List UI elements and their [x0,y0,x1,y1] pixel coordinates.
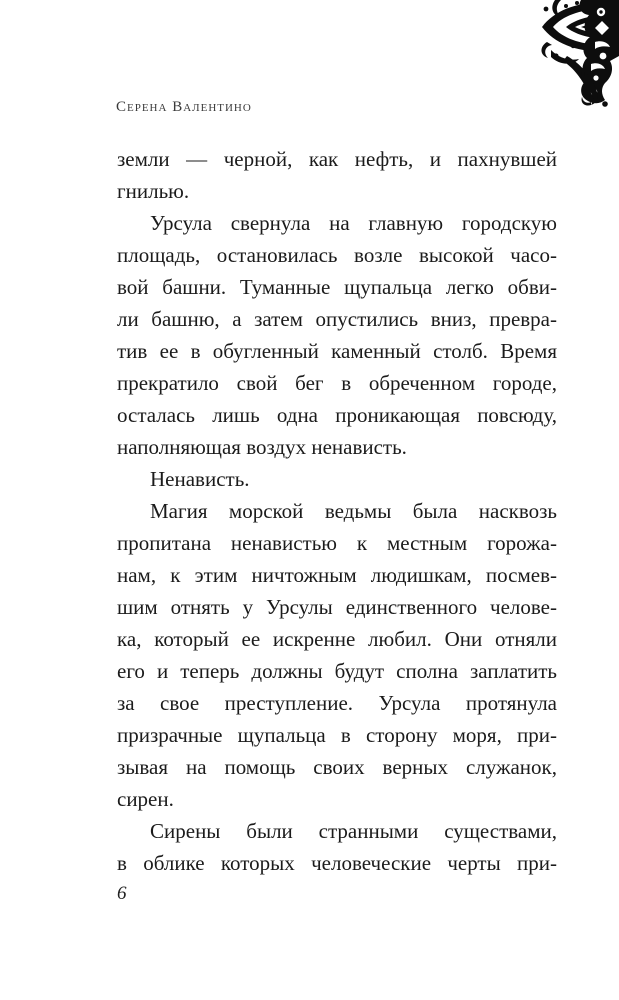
text-line: осталась лишь одна проникающая повсюду, [117,403,557,427]
text-line: земли — черной, как нефть, и пахнувшей [117,147,557,171]
text-line: его и теперь должны будут сполна заплатить [117,659,557,683]
text-line: Магия морской ведьмы была насквозь [150,499,557,523]
text-line: ли башню, а затем опустились вниз, превра- [117,307,557,331]
page-number: 6 [117,883,127,904]
text-line: наполняющая воздух ненависть. [117,435,407,459]
text-line: шим отнять у Урсулы единственного челове- [117,595,557,619]
body-text-block [117,143,557,879]
text-line: Ненависть. [150,467,250,491]
damask-corner-ornament-icon [539,0,619,108]
text-line: нам, к этим ничтожным людишкам, посмев- [117,563,557,587]
text-line: площадь, остановилась возле высокой часо- [117,243,557,267]
text-line: призрачные щупальца в сторону моря, при- [117,723,557,747]
text-line: в облике которых человеческие черты при- [117,851,557,875]
text-line: гнилью. [117,179,190,203]
text-line: за свое преступление. Урсула протянула [117,691,557,715]
text-line: вой башни. Туманные щупальца легко обви- [117,275,557,299]
ornament-shapes [542,0,619,107]
text-line: сирен. [117,787,174,811]
text-line: зывая на помощь своих верных служанок, [117,755,557,779]
text-line: пропитана ненавистью к местным горожа- [117,531,557,555]
text-line: прекратило свой бег в обреченном городе, [117,371,557,395]
running-header-author: Серена Валентино [116,99,252,115]
text-line: ка, который ее искренне любил. Они отняли [117,627,557,651]
text-line: Сирены были странными существами, [150,819,557,843]
text-line: тив ее в обугленный каменный столб. Время [117,339,557,363]
text-line: Урсула свернула на главную городскую [150,211,557,235]
